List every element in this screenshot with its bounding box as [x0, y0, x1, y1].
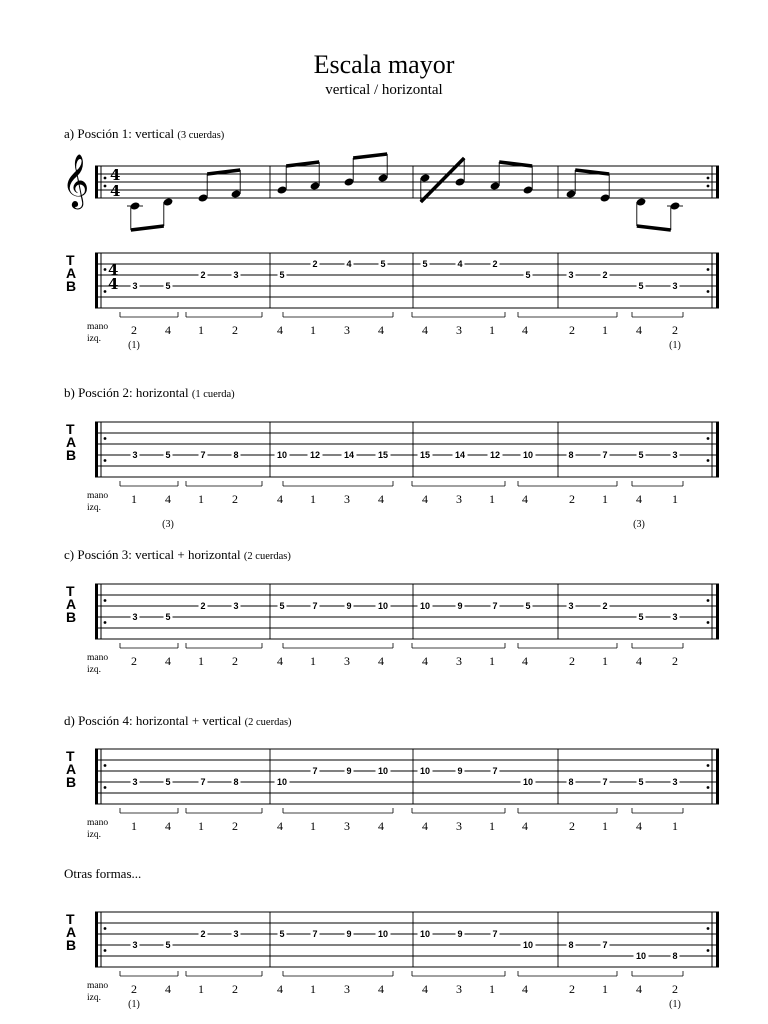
alternate-finger: (3) [162, 519, 174, 530]
repeat-dot [104, 786, 107, 789]
section-c-note: (2 cuerdas) [243, 551, 291, 562]
fret-number: 7 [312, 601, 318, 612]
beam [499, 162, 532, 166]
fret-number: 8 [233, 777, 239, 788]
repeat-end-thick-bar [716, 584, 719, 639]
fret-number: 3 [132, 940, 138, 951]
left-hand-label-mano: mano [87, 491, 109, 501]
finger-number: 4 [165, 492, 171, 506]
treble-clef-icon: 𝄞 [62, 153, 90, 207]
left-hand-label-izq: izq. [87, 334, 101, 344]
fret-number: 15 [377, 450, 389, 461]
finger-number: 1 [310, 982, 316, 996]
finger-number: 1 [602, 492, 608, 506]
beam [637, 226, 671, 230]
repeat-dot [707, 786, 710, 789]
finger-number: 1 [602, 982, 608, 996]
fret-number: 8 [568, 450, 574, 461]
finger-number: 1 [672, 819, 678, 833]
fret-number: 4 [346, 259, 352, 270]
section-c-title: c) Posción 3: vertical + horizontal [64, 547, 241, 562]
fret-number: 10 [522, 777, 534, 788]
section-a-note: (3 cuerdas) [177, 130, 225, 141]
finger-number: 1 [310, 654, 316, 668]
finger-number: 4 [378, 819, 384, 833]
beam [207, 170, 240, 174]
fret-number: 5 [525, 270, 531, 281]
finger-number: 2 [232, 982, 238, 996]
fret-number: 3 [233, 270, 239, 281]
fret-number: 5 [380, 259, 386, 270]
finger-number: 4 [636, 819, 642, 833]
fret-number: 7 [492, 929, 498, 940]
fret-number: 2 [200, 929, 206, 940]
section-a-title: a) Posción 1: vertical [64, 126, 175, 141]
repeat-end-thick-bar [716, 749, 719, 804]
repeat-dot [707, 764, 710, 767]
finger-number: 2 [569, 492, 575, 506]
tab-clef-letter-b: B [66, 278, 77, 294]
repeat-dot [707, 290, 710, 293]
repeat-dot [104, 599, 107, 602]
finger-number: 1 [489, 982, 495, 996]
alternate-finger: (1) [669, 340, 681, 351]
finger-number: 4 [165, 982, 171, 996]
finger-number: 3 [456, 654, 462, 668]
tab-clef-letter-b: B [66, 774, 77, 790]
fret-number: 10 [419, 766, 431, 777]
time-signature-numerator: 4 [108, 261, 119, 279]
finger-number: 2 [569, 819, 575, 833]
fret-number: 10 [419, 929, 431, 940]
finger-number: 4 [636, 492, 642, 506]
finger-number: 4 [277, 982, 283, 996]
finger-number: 4 [422, 654, 428, 668]
fret-number: 7 [492, 601, 498, 612]
left-hand-label-mano: mano [87, 981, 109, 991]
section-b-title: b) Posción 2: horizontal [64, 385, 189, 400]
finger-number: 3 [456, 819, 462, 833]
finger-number: 4 [378, 323, 384, 337]
fret-number: 3 [568, 601, 574, 612]
finger-number: 1 [198, 323, 204, 337]
repeat-dot [707, 927, 710, 930]
fret-number: 5 [165, 940, 171, 951]
fret-number: 3 [132, 777, 138, 788]
fret-number: 12 [309, 450, 321, 461]
finger-number: 4 [277, 654, 283, 668]
fret-number: 5 [165, 281, 171, 292]
repeat-dot [104, 177, 107, 180]
fret-number: 14 [343, 450, 355, 461]
fret-number: 5 [279, 601, 285, 612]
repeat-start-thick-bar [95, 166, 98, 198]
finger-number: 1 [310, 492, 316, 506]
finger-number: 3 [344, 819, 350, 833]
fret-number: 10 [377, 766, 389, 777]
tab-clef-letter-t: T [66, 252, 75, 268]
alternate-finger: (3) [633, 519, 645, 530]
finger-number: 2 [569, 654, 575, 668]
repeat-dot [104, 927, 107, 930]
repeat-dot [707, 185, 710, 188]
left-hand-label-izq: izq. [87, 830, 101, 840]
section-d-note: (2 cuerdas) [244, 717, 292, 728]
finger-number: 3 [344, 492, 350, 506]
fret-number: 3 [672, 450, 678, 461]
finger-number: 4 [378, 492, 384, 506]
fret-number: 8 [568, 940, 574, 951]
left-hand-label-izq: izq. [87, 503, 101, 513]
fret-number: 2 [492, 259, 498, 270]
fret-number: 10 [522, 940, 534, 951]
finger-number: 4 [165, 819, 171, 833]
fret-number: 2 [602, 601, 608, 612]
finger-number: 4 [636, 654, 642, 668]
time-signature-denominator: 4 [108, 275, 119, 293]
fret-number: 3 [132, 612, 138, 623]
beam [575, 170, 609, 174]
repeat-start-thick-bar [95, 422, 98, 477]
finger-number: 3 [456, 323, 462, 337]
repeat-dot [104, 437, 107, 440]
finger-number: 2 [569, 323, 575, 337]
repeat-end-thick-bar [716, 253, 719, 308]
finger-number: 4 [165, 323, 171, 337]
finger-number: 2 [672, 323, 678, 337]
finger-number: 1 [489, 492, 495, 506]
fret-number: 10 [522, 450, 534, 461]
page-title: Escala mayor [313, 50, 455, 79]
finger-number: 2 [232, 492, 238, 506]
fret-number: 9 [457, 766, 463, 777]
fret-number: 9 [457, 929, 463, 940]
tab-clef-letter-a: A [66, 924, 77, 940]
fret-number: 7 [492, 766, 498, 777]
fret-number: 7 [312, 929, 318, 940]
fret-number: 7 [602, 940, 608, 951]
alternate-finger: (1) [669, 999, 681, 1010]
repeat-dot [707, 459, 710, 462]
fret-number: 3 [132, 281, 138, 292]
finger-number: 4 [378, 654, 384, 668]
fret-number: 8 [672, 951, 678, 962]
finger-number: 3 [344, 654, 350, 668]
finger-number: 4 [422, 492, 428, 506]
finger-number: 4 [636, 323, 642, 337]
finger-number: 4 [277, 323, 283, 337]
finger-number: 2 [232, 323, 238, 337]
fret-number: 15 [419, 450, 431, 461]
finger-number: 1 [310, 819, 316, 833]
fret-number: 7 [602, 450, 608, 461]
alternate-finger: (1) [128, 340, 140, 351]
finger-number: 4 [378, 982, 384, 996]
fret-number: 10 [276, 777, 288, 788]
finger-number: 1 [489, 819, 495, 833]
page-subtitle: vertical / horizontal [325, 82, 443, 98]
repeat-dot [104, 185, 107, 188]
fret-number: 14 [454, 450, 466, 461]
finger-number: 4 [522, 654, 528, 668]
repeat-dot [104, 764, 107, 767]
finger-number: 2 [131, 654, 137, 668]
beam [286, 162, 319, 166]
finger-number: 4 [522, 323, 528, 337]
finger-number: 1 [198, 819, 204, 833]
time-signature-denominator: 4 [110, 182, 121, 200]
fret-number: 10 [635, 951, 647, 962]
time-signature-numerator: 4 [110, 166, 121, 184]
fret-number: 8 [233, 450, 239, 461]
finger-number: 1 [198, 654, 204, 668]
finger-number: 1 [489, 654, 495, 668]
repeat-start-thick-bar [95, 749, 98, 804]
fret-number: 9 [457, 601, 463, 612]
fret-number: 3 [233, 601, 239, 612]
tab-clef-letter-t: T [66, 421, 75, 437]
fret-number: 4 [457, 259, 463, 270]
fret-number: 2 [200, 270, 206, 281]
finger-number: 4 [422, 982, 428, 996]
fret-number: 3 [132, 450, 138, 461]
repeat-start-thick-bar [95, 912, 98, 967]
finger-number: 1 [131, 492, 137, 506]
tab-clef-letter-a: A [66, 434, 77, 450]
finger-number: 2 [131, 323, 137, 337]
left-hand-label-izq: izq. [87, 665, 101, 675]
finger-number: 2 [232, 819, 238, 833]
repeat-dot [104, 268, 107, 271]
finger-number: 1 [198, 492, 204, 506]
finger-number: 4 [422, 819, 428, 833]
fret-number: 10 [419, 601, 431, 612]
repeat-dot [707, 599, 710, 602]
fret-number: 9 [346, 766, 352, 777]
beam [131, 226, 164, 230]
alternate-finger: (1) [128, 999, 140, 1010]
finger-number: 1 [602, 323, 608, 337]
repeat-dot [707, 268, 710, 271]
repeat-dot [104, 621, 107, 624]
finger-number: 4 [165, 654, 171, 668]
tab-clef-letter-t: T [66, 911, 75, 927]
left-hand-label-mano: mano [87, 653, 109, 663]
finger-number: 2 [131, 982, 137, 996]
tab-clef-letter-b: B [66, 447, 77, 463]
repeat-start-thick-bar [95, 584, 98, 639]
fret-number: 7 [602, 777, 608, 788]
section-b-note: (1 cuerda) [191, 389, 235, 400]
fret-number: 5 [279, 929, 285, 940]
finger-number: 2 [672, 654, 678, 668]
finger-number: 1 [602, 819, 608, 833]
finger-number: 3 [344, 323, 350, 337]
repeat-dot [707, 437, 710, 440]
fret-number: 7 [200, 450, 206, 461]
fret-number: 10 [377, 601, 389, 612]
fret-number: 5 [422, 259, 428, 270]
tab-clef-letter-b: B [66, 937, 77, 953]
fret-number: 3 [568, 270, 574, 281]
fret-number: 2 [200, 601, 206, 612]
fret-number: 10 [377, 929, 389, 940]
repeat-dot [707, 621, 710, 624]
repeat-dot [104, 290, 107, 293]
tab-clef-letter-a: A [66, 761, 77, 777]
tab-clef-letter-b: B [66, 609, 77, 625]
fret-number: 5 [638, 612, 644, 623]
tab-clef-letter-a: A [66, 596, 77, 612]
finger-number: 1 [198, 982, 204, 996]
beam [353, 154, 387, 158]
fret-number: 3 [233, 929, 239, 940]
repeat-end-thick-bar [716, 422, 719, 477]
section-e-title: Otras formas... [64, 866, 142, 881]
finger-number: 2 [232, 654, 238, 668]
finger-number: 4 [636, 982, 642, 996]
fret-number: 5 [638, 281, 644, 292]
fret-number: 3 [672, 777, 678, 788]
tab-clef-letter-t: T [66, 583, 75, 599]
fret-number: 9 [346, 601, 352, 612]
fret-number: 12 [489, 450, 501, 461]
fret-number: 5 [525, 601, 531, 612]
finger-number: 1 [672, 492, 678, 506]
finger-number: 1 [131, 819, 137, 833]
repeat-start-thick-bar [95, 253, 98, 308]
fret-number: 5 [638, 777, 644, 788]
fret-number: 7 [312, 766, 318, 777]
finger-number: 2 [672, 982, 678, 996]
fret-number: 5 [638, 450, 644, 461]
finger-number: 1 [602, 654, 608, 668]
left-hand-label-izq: izq. [87, 993, 101, 1003]
fret-number: 2 [602, 270, 608, 281]
fret-number: 10 [276, 450, 288, 461]
fret-number: 9 [346, 929, 352, 940]
fret-number: 5 [165, 612, 171, 623]
tab-clef-letter-a: A [66, 265, 77, 281]
left-hand-label-mano: mano [87, 818, 109, 828]
left-hand-label-mano: mano [87, 322, 109, 332]
finger-number: 4 [422, 323, 428, 337]
repeat-dot [707, 177, 710, 180]
fret-number: 2 [312, 259, 318, 270]
tab-clef-letter-t: T [66, 748, 75, 764]
finger-number: 3 [456, 492, 462, 506]
finger-number: 3 [456, 982, 462, 996]
finger-number: 4 [522, 492, 528, 506]
finger-number: 4 [277, 492, 283, 506]
fret-number: 5 [279, 270, 285, 281]
fret-number: 7 [200, 777, 206, 788]
finger-number: 1 [310, 323, 316, 337]
fret-number: 5 [165, 777, 171, 788]
fret-number: 5 [165, 450, 171, 461]
finger-number: 4 [522, 982, 528, 996]
finger-number: 1 [489, 323, 495, 337]
finger-number: 4 [522, 819, 528, 833]
repeat-end-thick-bar [716, 166, 719, 198]
repeat-dot [707, 949, 710, 952]
fret-number: 3 [672, 612, 678, 623]
finger-number: 3 [344, 982, 350, 996]
fret-number: 3 [672, 281, 678, 292]
fret-number: 8 [568, 777, 574, 788]
finger-number: 2 [569, 982, 575, 996]
repeat-dot [104, 459, 107, 462]
finger-number: 4 [277, 819, 283, 833]
section-d-title: d) Posción 4: horizontal + vertical [64, 713, 242, 728]
repeat-end-thick-bar [716, 912, 719, 967]
repeat-dot [104, 949, 107, 952]
